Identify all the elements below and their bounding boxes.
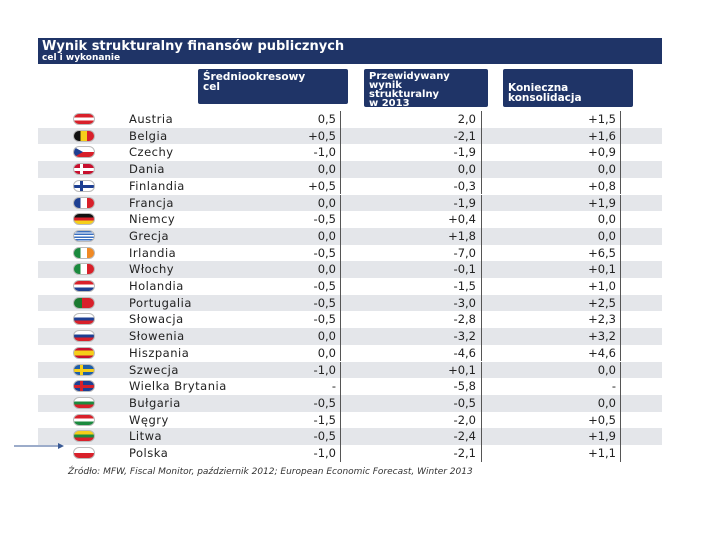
column-separator bbox=[481, 144, 482, 161]
table-row bbox=[38, 345, 662, 362]
target-value: 0,5 bbox=[317, 112, 336, 126]
country-name: Słowenia bbox=[129, 329, 185, 344]
table-row bbox=[38, 211, 662, 228]
table-row bbox=[38, 228, 662, 245]
country-name: Holandia bbox=[129, 279, 184, 293]
table-row bbox=[38, 412, 662, 429]
table-row bbox=[38, 328, 662, 345]
target-value: 0,0 bbox=[317, 228, 336, 243]
forecast-value: 2,0 bbox=[457, 112, 476, 126]
portugal-flag-icon bbox=[73, 297, 95, 309]
column-separator bbox=[340, 261, 341, 278]
target-value: -0,5 bbox=[313, 395, 336, 410]
uk-flag-icon bbox=[73, 380, 95, 392]
belgium-flag-icon bbox=[73, 130, 95, 142]
column-separator bbox=[340, 211, 341, 228]
column-separator bbox=[620, 328, 621, 345]
germany-flag-icon bbox=[73, 213, 95, 225]
forecast-value: -2,4 bbox=[453, 429, 476, 444]
target-value: -1,0 bbox=[313, 362, 336, 377]
forecast-value: -0,1 bbox=[453, 262, 476, 277]
target-value: - bbox=[331, 379, 336, 394]
forecast-value: -0,5 bbox=[453, 395, 476, 410]
column-separator bbox=[620, 412, 621, 429]
consolidation-value: +3,2 bbox=[588, 329, 616, 344]
poland-flag-icon bbox=[73, 447, 95, 459]
header-bar bbox=[38, 38, 662, 64]
column-separator bbox=[340, 161, 341, 178]
country-name: Niemcy bbox=[129, 212, 176, 227]
consolidation-value: +2,3 bbox=[588, 312, 616, 327]
forecast-value: -2,1 bbox=[453, 128, 476, 143]
forecast-value: -7,0 bbox=[453, 245, 476, 260]
slovenia-flag-icon bbox=[73, 330, 95, 342]
column-separator bbox=[620, 111, 621, 128]
forecast-value: +0,1 bbox=[448, 362, 476, 377]
column-separator bbox=[620, 144, 621, 161]
arrow-icon bbox=[14, 442, 64, 450]
ireland-flag-icon bbox=[73, 247, 95, 259]
consolidation-value: +0,1 bbox=[588, 262, 616, 277]
column-separator bbox=[620, 261, 621, 278]
forecast-value: -4,6 bbox=[453, 345, 476, 360]
country-name: Hiszpania bbox=[129, 345, 190, 360]
country-name: Belgia bbox=[129, 128, 168, 143]
table-row bbox=[38, 295, 662, 312]
column-separator bbox=[481, 245, 482, 262]
target-value: +0,5 bbox=[308, 128, 336, 143]
target-value: +0,5 bbox=[308, 178, 336, 193]
consolidation-value: +1,0 bbox=[588, 279, 616, 293]
column-separator bbox=[340, 345, 341, 362]
column-separator bbox=[620, 228, 621, 245]
infographic bbox=[38, 38, 662, 481]
column-separator bbox=[620, 278, 621, 295]
table-row bbox=[38, 111, 662, 128]
consolidation-value: +0,5 bbox=[588, 412, 616, 427]
title: Wynik strukturalny finansów publicznych bbox=[42, 39, 345, 54]
column-separator bbox=[340, 362, 341, 379]
target-value: -0,5 bbox=[313, 245, 336, 260]
country-name: Finlandia bbox=[129, 178, 185, 193]
column-separator bbox=[481, 111, 482, 128]
consolidation-value: +1,6 bbox=[588, 128, 616, 143]
country-name: Węgry bbox=[129, 412, 169, 427]
column-separator bbox=[620, 395, 621, 412]
column-separator bbox=[340, 111, 341, 128]
column-separator bbox=[620, 295, 621, 312]
country-name: Dania bbox=[129, 162, 165, 177]
country-name: Grecja bbox=[129, 228, 170, 243]
column-separator bbox=[340, 395, 341, 412]
finland-flag-icon bbox=[73, 180, 95, 192]
column-separator bbox=[481, 395, 482, 412]
target-value: 0,0 bbox=[317, 195, 336, 210]
country-name: Litwa bbox=[129, 429, 163, 444]
column-separator bbox=[481, 345, 482, 362]
target-value: -0,5 bbox=[313, 312, 336, 327]
consolidation-value: +0,8 bbox=[588, 178, 616, 193]
column-separator bbox=[620, 345, 621, 362]
table-row bbox=[38, 378, 662, 395]
czech-flag-icon bbox=[73, 146, 95, 158]
target-value: 0,0 bbox=[317, 345, 336, 360]
table-row bbox=[38, 445, 662, 462]
target-value: -0,5 bbox=[313, 212, 336, 227]
column-separator bbox=[620, 211, 621, 228]
consolidation-value: +0,9 bbox=[588, 145, 616, 160]
forecast-value: -1,9 bbox=[453, 195, 476, 210]
column-separator bbox=[481, 328, 482, 345]
forecast-value: -3,0 bbox=[453, 295, 476, 310]
forecast-value: -5,8 bbox=[453, 379, 476, 394]
spain-flag-icon bbox=[73, 347, 95, 359]
target-value: 0,0 bbox=[317, 329, 336, 344]
column-separator bbox=[481, 412, 482, 429]
hungary-flag-icon bbox=[73, 414, 95, 426]
column-separator bbox=[620, 428, 621, 445]
column-separator bbox=[481, 362, 482, 379]
forecast-value: -3,2 bbox=[453, 329, 476, 344]
table-row bbox=[38, 161, 662, 178]
country-name: Słowacja bbox=[129, 312, 184, 327]
column-separator bbox=[620, 378, 621, 395]
table-row bbox=[38, 311, 662, 328]
table-row bbox=[38, 261, 662, 278]
sweden-flag-icon bbox=[73, 364, 95, 376]
column-separator bbox=[481, 228, 482, 245]
column-separator bbox=[481, 445, 482, 462]
column-separator bbox=[481, 211, 482, 228]
table-row bbox=[38, 428, 662, 445]
column-separator bbox=[340, 445, 341, 462]
column-header-forecast: Przewidywany wynik strukturalny w 2013 bbox=[364, 69, 488, 107]
forecast-value: -0,3 bbox=[453, 178, 476, 193]
column-separator bbox=[620, 195, 621, 212]
table-row bbox=[38, 195, 662, 212]
column-separator bbox=[340, 378, 341, 395]
forecast-value: -2,8 bbox=[453, 312, 476, 327]
table-row bbox=[38, 362, 662, 379]
france-flag-icon bbox=[73, 197, 95, 209]
column-separator bbox=[481, 195, 482, 212]
column-separator bbox=[620, 245, 621, 262]
slovakia-flag-icon bbox=[73, 313, 95, 325]
country-name: Czechy bbox=[129, 145, 174, 160]
column-separator bbox=[481, 278, 482, 295]
target-value: -1,0 bbox=[313, 446, 336, 460]
country-name: Portugalia bbox=[129, 295, 192, 310]
column-separator bbox=[620, 178, 621, 195]
column-header-consolidation: Konieczna konsolidacja bbox=[503, 69, 633, 107]
column-separator bbox=[340, 428, 341, 445]
bulgaria-flag-icon bbox=[73, 397, 95, 409]
country-name: Francja bbox=[129, 195, 174, 210]
table-row bbox=[38, 395, 662, 412]
column-separator bbox=[481, 261, 482, 278]
country-name: Irlandia bbox=[129, 245, 177, 260]
column-separator bbox=[620, 161, 621, 178]
column-separator bbox=[340, 245, 341, 262]
forecast-value: 0,0 bbox=[457, 162, 476, 177]
column-separator bbox=[340, 295, 341, 312]
column-separator bbox=[340, 144, 341, 161]
column-separator bbox=[481, 295, 482, 312]
target-value: -1,5 bbox=[313, 412, 336, 427]
column-separator bbox=[340, 278, 341, 295]
target-value: -0,5 bbox=[313, 295, 336, 310]
netherlands-flag-icon bbox=[73, 280, 95, 292]
target-value: 0,0 bbox=[317, 262, 336, 277]
column-separator bbox=[340, 412, 341, 429]
consolidation-value: 0,0 bbox=[597, 228, 616, 243]
column-separator bbox=[340, 328, 341, 345]
target-value: -0,5 bbox=[313, 429, 336, 444]
column-separator bbox=[481, 378, 482, 395]
table-row bbox=[38, 144, 662, 161]
consolidation-value: +4,6 bbox=[588, 345, 616, 360]
column-separator bbox=[340, 228, 341, 245]
table-row bbox=[38, 245, 662, 262]
column-header-target: Średniookresowy cel bbox=[198, 69, 348, 104]
forecast-value: +0,4 bbox=[448, 212, 476, 227]
consolidation-value: +1,1 bbox=[588, 446, 616, 460]
column-separator bbox=[620, 362, 621, 379]
lithuania-flag-icon bbox=[73, 430, 95, 442]
consolidation-value: +1,9 bbox=[588, 195, 616, 210]
country-name: Szwecja bbox=[129, 362, 179, 377]
austria-flag-icon bbox=[73, 113, 95, 125]
denmark-flag-icon bbox=[73, 163, 95, 175]
column-separator bbox=[620, 311, 621, 328]
column-separator bbox=[481, 161, 482, 178]
target-value: 0,0 bbox=[317, 162, 336, 177]
subtitle: cel i wykonanie bbox=[42, 53, 121, 63]
column-separator bbox=[481, 178, 482, 195]
column-separator bbox=[340, 311, 341, 328]
column-separator bbox=[481, 311, 482, 328]
country-name: Austria bbox=[129, 112, 174, 126]
forecast-value: -2,0 bbox=[453, 412, 476, 427]
consolidation-value: +1,9 bbox=[588, 429, 616, 444]
consolidation-value: +6,5 bbox=[588, 245, 616, 260]
consolidation-value: +1,5 bbox=[588, 112, 616, 126]
column-separator bbox=[620, 445, 621, 462]
forecast-value: -1,5 bbox=[453, 279, 476, 293]
table-row bbox=[38, 128, 662, 145]
country-name: Bułgaria bbox=[129, 395, 181, 410]
column-separator bbox=[340, 128, 341, 145]
target-value: -0,5 bbox=[313, 279, 336, 293]
forecast-value: -1,9 bbox=[453, 145, 476, 160]
table-row bbox=[38, 278, 662, 295]
column-separator bbox=[340, 195, 341, 212]
country-name: Polska bbox=[129, 446, 169, 460]
target-value: -1,0 bbox=[313, 145, 336, 160]
consolidation-value: 0,0 bbox=[597, 362, 616, 377]
country-name: Włochy bbox=[129, 262, 175, 277]
source-note: Źródło: MFW, Fiscal Monitor, październik 2012; European Economic Forecast, Winter 2013 bbox=[68, 467, 473, 477]
country-name: Wielka Brytania bbox=[129, 379, 227, 394]
greece-flag-icon bbox=[73, 230, 95, 242]
consolidation-value: 0,0 bbox=[597, 395, 616, 410]
table-row bbox=[38, 178, 662, 195]
consolidation-value: 0,0 bbox=[597, 212, 616, 227]
forecast-value: -2,1 bbox=[453, 446, 476, 460]
column-separator bbox=[481, 428, 482, 445]
consolidation-value: - bbox=[611, 379, 616, 394]
italy-flag-icon bbox=[73, 263, 95, 275]
column-separator bbox=[340, 178, 341, 195]
consolidation-value: 0,0 bbox=[597, 162, 616, 177]
forecast-value: +1,8 bbox=[448, 228, 476, 243]
column-separator bbox=[481, 128, 482, 145]
consolidation-value: +2,5 bbox=[588, 295, 616, 310]
column-separator bbox=[620, 128, 621, 145]
